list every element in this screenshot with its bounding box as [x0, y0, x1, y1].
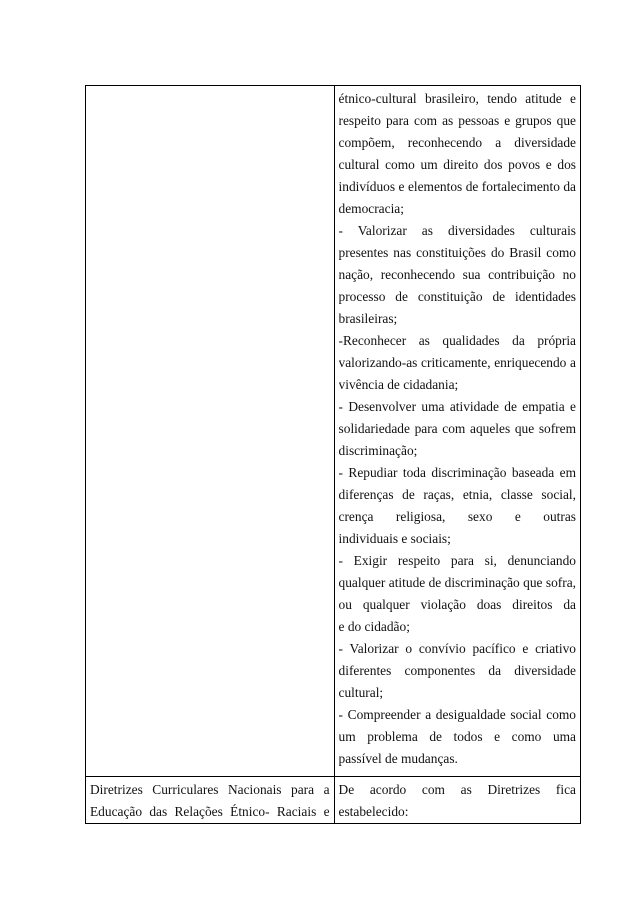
text-line: solidariedade para com aqueles que sofrem: [338, 421, 576, 436]
text-line: - Valorizar o convívio pacífico e criativo: [338, 641, 576, 656]
text-line: discriminação;: [338, 443, 418, 458]
text-line: passível de mudanças.: [338, 751, 458, 766]
text-line: presentes nas constituições do Brasil como: [338, 245, 576, 260]
text-line: - Valorizar as diversidades culturais: [338, 223, 576, 238]
text-line: qualquer atitude de discriminação que sofra,: [338, 575, 576, 590]
text-line: respeito para com as pessoas e grupos que: [338, 113, 576, 128]
table-row: [86, 777, 581, 824]
text-line: valorizando-as criticamente, enriquecendo a: [338, 355, 576, 370]
text-line: - Desenvolver uma atividade de empatia e: [338, 399, 576, 414]
text-line: nação, reconhecendo sua contribuição no: [338, 267, 576, 282]
text-line: estabelecido:: [338, 804, 409, 819]
text-line: brasileiras;: [338, 311, 398, 326]
text-line: crença religiosa, sexo e outras: [338, 509, 576, 524]
text-line: - Repudiar toda discriminação baseada em: [338, 465, 576, 480]
table-cell-left-empty: [86, 86, 335, 777]
text-line: cultural como um direito dos povos e dos: [338, 157, 576, 172]
text-line: vivência de cidadania;: [338, 377, 459, 392]
table-cell-guidelines-title: [86, 777, 335, 824]
text-line: democracia;: [338, 201, 404, 216]
table-row: [86, 86, 581, 777]
table-cell-objectives: [334, 86, 580, 777]
text-line: cultural;: [338, 685, 384, 700]
text-line: Educação das Relações Étnico- Raciais e: [90, 804, 330, 819]
text-line: De acordo com as Diretrizes fica: [338, 782, 576, 797]
text-line: étnico-cultural brasileiro, tendo atitude e: [338, 91, 576, 106]
text-line: diferentes componentes da diversidade: [338, 663, 576, 678]
text-line: compõem, reconhecendo a diversidade: [338, 135, 576, 150]
text-line: indivíduos e elementos de fortalecimento da: [338, 179, 576, 194]
text-line: -Reconhecer as qualidades da própria: [338, 333, 576, 348]
text-line: e do cidadão;: [338, 619, 410, 634]
text-line: - Compreender a desigualdade social como: [338, 707, 576, 722]
text-line: - Exigir respeito para si, denunciando: [338, 553, 576, 568]
table-cell-guidelines-text: [334, 777, 580, 824]
text-line: processo de constituição de identidades: [338, 289, 576, 304]
text-line: individuais e sociais;: [338, 531, 451, 546]
text-line: Diretrizes Curriculares Nacionais para a: [90, 782, 330, 797]
text-line: diferenças de raças, etnia, classe social,: [338, 487, 576, 502]
text-line: um problema de todos e como uma: [338, 729, 576, 744]
text-line: ou qualquer violação doas direitos da: [338, 597, 576, 612]
document-table: [85, 85, 581, 824]
